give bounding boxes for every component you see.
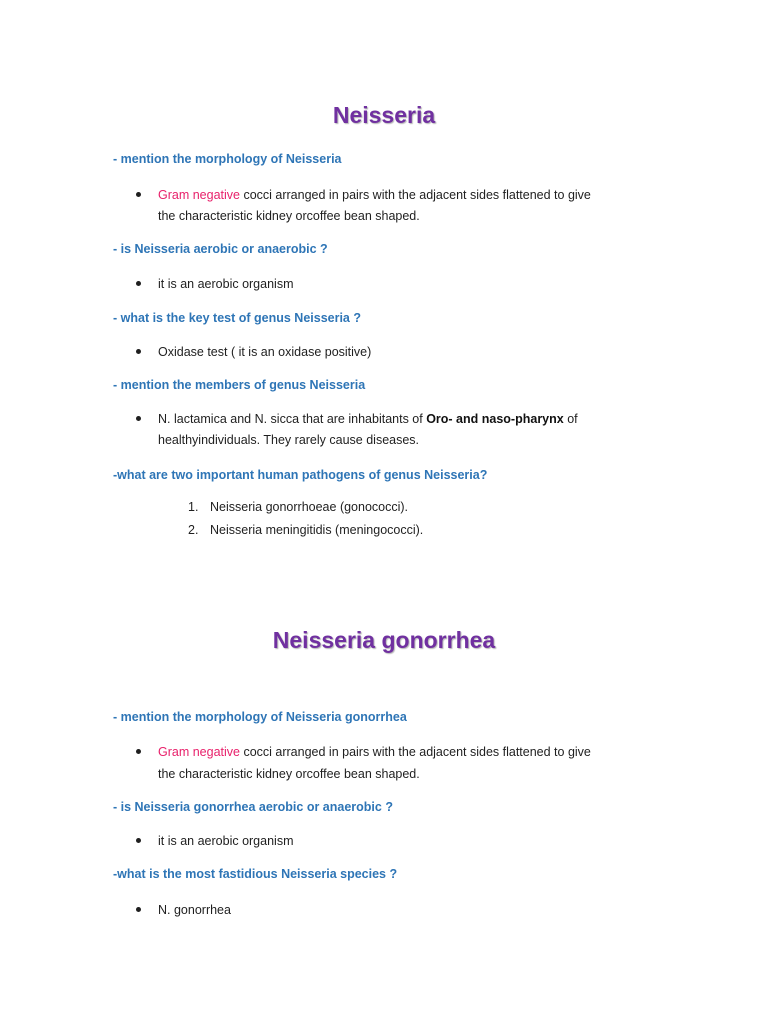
question-heading: - is Neisseria aerobic or anaerobic ?: [113, 242, 328, 256]
answer-line: healthyindividuals. They rarely cause diseases.: [158, 433, 420, 447]
answer-line: Oxidase test ( it is an oxidase positive): [158, 345, 372, 359]
answer-text: cocci arranged in pairs with the adjacent sides flattened to give: [239, 188, 591, 202]
bullet-icon: [136, 281, 141, 286]
bullet-icon: [136, 416, 141, 421]
question-heading: - mention the members of genus Neisseria: [113, 378, 366, 392]
bullet-icon: [136, 192, 141, 197]
answer-text: cocci arranged in pairs with the adjacent sides flattened to give: [239, 745, 591, 759]
answer-line: [158, 744, 591, 760]
answer-text: N. lactamica and N. sicca that are inhabitants of: [158, 412, 427, 426]
bullet-icon: [136, 907, 141, 912]
answer-line: it is an aerobic organism: [158, 834, 294, 848]
question-heading: - mention the morphology of Neisseria: [113, 152, 342, 166]
bold-text: Oro- and naso-pharynx: [426, 412, 564, 426]
bullet-icon: [136, 349, 141, 354]
answer-line: [158, 187, 591, 203]
question-heading: - what is the key test of genus Neisseria ?: [113, 311, 361, 325]
section-title: Neisseria gonorrhea: [272, 627, 496, 653]
item-text: Neisseria meningitidis (meningococci).: [210, 523, 424, 537]
answer-line: the characteristic kidney orcoffee bean shaped.: [158, 209, 420, 223]
item-number: 2.: [188, 523, 199, 537]
question-heading: - mention the morphology of Neisseria gonorrhea: [113, 710, 407, 724]
question-heading: -what is the most fastidious Neisseria species ?: [113, 867, 398, 881]
bullet-icon: [136, 838, 141, 843]
page-title: Neisseria: [332, 102, 436, 128]
question-heading: - is Neisseria gonorrhea aerobic or anaerobic ?: [113, 800, 393, 814]
answer-line: [158, 411, 578, 427]
answer-line: the characteristic kidney orcoffee bean shaped.: [158, 767, 420, 781]
highlight-text: Gram negative: [158, 188, 240, 202]
answer-line: it is an aerobic organism: [158, 277, 294, 291]
question-heading: -what are two important human pathogens of genus Neisseria?: [113, 468, 488, 482]
item-text: Neisseria gonorrhoeae (gonococci).: [210, 500, 409, 514]
answer-line: N. gonorrhea: [158, 903, 231, 917]
answer-text: of: [563, 412, 578, 426]
bullet-icon: [136, 749, 141, 754]
item-number: 1.: [188, 500, 199, 514]
highlight-text: Gram negative: [158, 745, 240, 759]
